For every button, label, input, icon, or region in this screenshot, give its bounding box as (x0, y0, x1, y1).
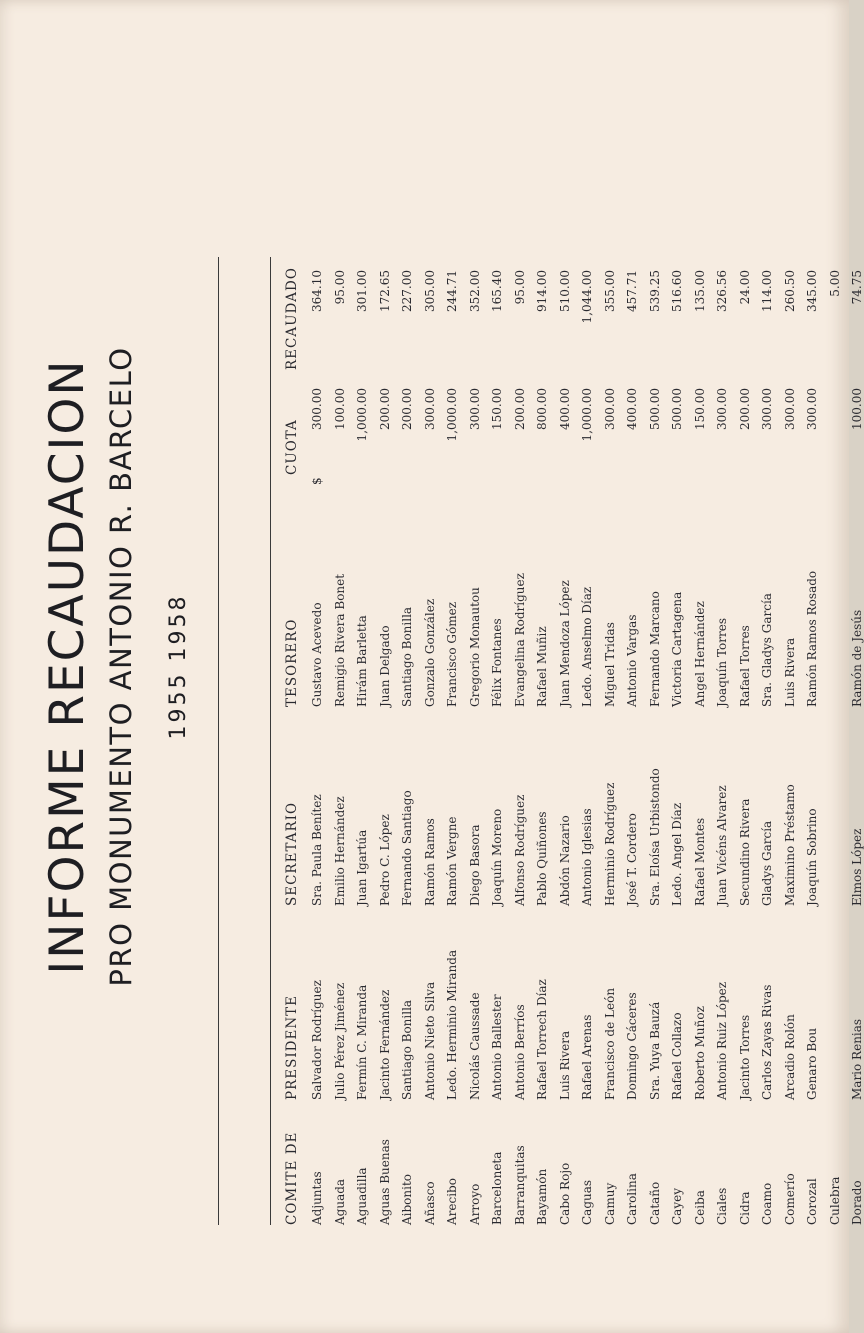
table-cell-recaudado: 510.00 (557, 270, 572, 312)
column-header-recaudado: RECAUDADO (284, 267, 300, 370)
table-cell-recaudado: 95.00 (512, 270, 527, 305)
table-cell-secretario: Rafael Montes (692, 817, 707, 906)
table-cell-secretario: Abdón Nazario (557, 815, 572, 906)
table-cell-recaudado: 345.00 (805, 270, 819, 312)
column-header-comite: COMITE DE (284, 1131, 300, 1225)
table-cell-recaudado: 352.00 (467, 270, 482, 312)
table-cell-recaudado: 305.00 (422, 270, 437, 312)
table-cell-recaudado: 5.00 (827, 270, 842, 297)
table-cell-recaudado: 516.60 (670, 270, 684, 312)
currency-symbol: $ (310, 477, 324, 485)
table-cell-comite: Cidra (737, 1191, 752, 1225)
table-cell-secretario: Pablo Quiñones (535, 811, 549, 906)
table-cell-tesorero: Gustavo Acevedo (310, 602, 324, 707)
table-cell-presidente: Antonio Nieto Silva (422, 981, 437, 1100)
table-cell-secretario: Emilio Hernández (332, 796, 347, 906)
table-cell-cuota: 1,000.00 (445, 388, 459, 442)
table-cell-recaudado: 227.00 (400, 270, 414, 312)
table-cell-cuota: 300.00 (422, 388, 437, 430)
table-cell-cuota: 300.00 (310, 388, 324, 430)
table-cell-cuota: 200.00 (400, 388, 414, 430)
table-cell-tesorero: Ramón Ramos Rosado (805, 570, 819, 707)
column-header-presidente: PRESIDENTE (284, 994, 300, 1100)
table-cell-recaudado: 260.50 (782, 270, 797, 312)
table-cell-presidente: Jacinto Torres (737, 1014, 752, 1100)
table-cell-comite: Corozal (805, 1178, 819, 1225)
table-cell-comite: Barranquitas (512, 1145, 527, 1225)
report-years: 1955 1958 (166, 593, 191, 740)
table-cell-presidente: Luis Rivera (557, 1030, 572, 1100)
table-cell-comite: Cabo Rojo (557, 1162, 572, 1225)
table-cell-tesorero: Victoria Cartagena (670, 591, 684, 707)
table-cell-tesorero: Miguel Tridas (602, 622, 617, 707)
table-cell-tesorero: Ledo. Anselmo Díaz (580, 586, 594, 707)
table-cell-tesorero: Félix Fontanes (490, 618, 504, 707)
table-cell-presidente: Nicolás Caussade (467, 992, 482, 1100)
table-cell-cuota: 300.00 (782, 388, 797, 430)
table-cell-tesorero: Rafael Torres (737, 625, 752, 707)
table-cell-recaudado: 301.00 (355, 270, 369, 312)
table-cell-cuota: 1,000.00 (580, 388, 594, 442)
table-cell-presidente: Antonio Ruiz López (715, 981, 729, 1100)
table-cell-secretario: Juan Igartúa (355, 829, 369, 906)
table-cell-recaudado: 364.10 (310, 270, 324, 312)
table-cell-recaudado: 355.00 (602, 270, 617, 312)
table-cell-comite: Adjuntas (310, 1171, 324, 1225)
table-cell-cuota: 500.00 (647, 388, 662, 430)
table-cell-secretario: Maximino Préstamo (782, 784, 797, 906)
table-cell-tesorero: Francisco Gómez (445, 601, 459, 707)
header-top-rule (218, 257, 219, 1225)
table-cell-secretario: Diego Basora (467, 824, 482, 906)
table-cell-secretario: Pedro C. López (377, 814, 392, 906)
table-cell-secretario: Antonio Iglesias (580, 808, 594, 906)
table-cell-presidente: Antonio Ballester (490, 994, 504, 1100)
table-cell-cuota: 200.00 (512, 388, 527, 430)
table-cell-tesorero: Hirám Barletta (355, 615, 369, 707)
table-cell-tesorero: Fernando Marcano (647, 591, 662, 707)
table-cell-presidente: Arcadio Rolón (782, 1014, 797, 1100)
table-cell-comite: Aguada (332, 1178, 347, 1225)
table-cell-presidente: Santiago Bonilla (400, 999, 414, 1100)
table-cell-presidente: Mario Renias (850, 1018, 864, 1100)
table-cell-secretario: José T. Cordero (625, 813, 639, 906)
table-cell-secretario: Secundino Rivera (737, 798, 752, 906)
table-cell-cuota: 100.00 (850, 388, 864, 430)
report-subtitle: PRO MONUMENTO ANTONIO R. BARCELO (104, 346, 138, 987)
table-cell-presidente: Domingo Cáceres (625, 992, 639, 1100)
table-cell-comite: Aguas Buenas (377, 1139, 392, 1225)
table-cell-tesorero: Sra. Gladys García (760, 593, 774, 707)
header-bottom-rule (270, 257, 271, 1225)
table-cell-comite: Arecibo (445, 1178, 459, 1225)
table-cell-recaudado: 539.25 (647, 270, 662, 312)
table-cell-comite: Bayamón (535, 1168, 549, 1225)
column-header-tesorero: TESORERO (284, 618, 300, 707)
table-cell-presidente: Ledo. Herminio Miranda (445, 949, 459, 1100)
table-cell-tesorero: Rafael Muñiz (535, 626, 549, 707)
table-cell-cuota: 300.00 (467, 388, 482, 430)
table-cell-tesorero: Angel Hernández (692, 601, 707, 707)
table-cell-secretario: Joaquín Moreno (490, 808, 504, 906)
table-cell-presidente: Fermín C. Miranda (355, 984, 369, 1100)
table-cell-cuota: 200.00 (737, 388, 752, 430)
table-cell-presidente: Antonio Berríos (512, 1004, 527, 1100)
table-cell-cuota: 300.00 (760, 388, 774, 430)
table-cell-secretario: Juan Vicéns Alvarez (715, 785, 729, 906)
table-cell-presidente: Julio Pérez Jiménez (332, 982, 347, 1100)
table-cell-comite: Dorado (850, 1180, 864, 1225)
table-cell-tesorero: Santiago Bonilla (400, 606, 414, 707)
table-cell-comite: Arroyo (467, 1183, 482, 1225)
table-cell-cuota: 500.00 (670, 388, 684, 430)
table-cell-cuota: 400.00 (557, 388, 572, 430)
table-cell-cuota: 300.00 (602, 388, 617, 430)
table-cell-comite: Aibonito (400, 1173, 414, 1225)
table-cell-comite: Añasco (422, 1181, 437, 1225)
table-cell-recaudado: 244.71 (445, 270, 459, 312)
column-header-cuota: CUOTA (284, 419, 300, 475)
table-cell-presidente: Carlos Zayas Rivas (760, 984, 774, 1100)
table-cell-tesorero: Gonzalo González (422, 598, 437, 707)
table-cell-recaudado: 914.00 (535, 270, 549, 312)
table-cell-presidente: Rafael Torrech Díaz (535, 979, 549, 1100)
table-cell-recaudado: 24.00 (737, 270, 752, 305)
table-cell-presidente: Rafael Arenas (580, 1014, 594, 1100)
table-cell-recaudado: 95.00 (332, 270, 347, 305)
table-cell-comite: Camuy (602, 1182, 617, 1225)
table-cell-comite: Culebra (827, 1176, 842, 1225)
table-cell-secretario: Ramón Vergne (445, 816, 459, 906)
table-cell-secretario: Fernando Santiago (400, 790, 414, 906)
table-cell-secretario: Elmos López (850, 828, 864, 906)
table-cell-presidente: Roberto Muñoz (692, 1006, 707, 1100)
table-cell-secretario: Sra. Eloísa Urbistondo (647, 768, 662, 906)
report-title: INFORME RECAUDACION (40, 358, 95, 975)
table-cell-cuota: 400.00 (625, 388, 639, 430)
table-cell-tesorero: Luis Rivera (782, 637, 797, 707)
table-cell-tesorero: Ramón de Jesús (850, 609, 864, 707)
table-cell-presidente: Salvador Rodríguez (310, 980, 324, 1100)
table-cell-secretario: Alfonso Rodríguez (512, 794, 527, 906)
table-cell-recaudado: 114.00 (760, 270, 774, 312)
table-cell-cuota: 800.00 (535, 388, 549, 430)
table-cell-comite: Ciales (715, 1187, 729, 1225)
table-cell-comite: Cataño (647, 1181, 662, 1225)
table-cell-secretario: Sra. Paula Benítez (310, 794, 324, 906)
table-cell-presidente: Francisco de León (602, 987, 617, 1100)
table-cell-tesorero: Juan Mendoza López (557, 580, 572, 707)
column-header-secretario: SECRETARIO (284, 801, 300, 906)
table-cell-cuota: 1,000.00 (355, 388, 369, 442)
table-cell-secretario: Joaquín Sobrino (805, 808, 819, 906)
table-cell-tesorero: Evangelina Rodríguez (512, 573, 527, 707)
table-cell-cuota: 300.00 (805, 388, 819, 430)
table-cell-secretario: Herminio Rodríguez (602, 782, 617, 906)
table-cell-cuota: 150.00 (490, 388, 504, 430)
table-cell-tesorero: Remigio Rivera Bonet (332, 573, 347, 707)
table-cell-presidente: Genaro Bou (805, 1027, 819, 1100)
table-cell-tesorero: Antonio Vargas (625, 614, 639, 707)
table-cell-recaudado: 457.71 (625, 270, 639, 312)
table-cell-secretario: Ledo. Angel Díaz (670, 802, 684, 906)
table-cell-secretario: Ramón Ramos (422, 818, 437, 906)
table-cell-comite: Barceloneta (490, 1151, 504, 1225)
table-cell-comite: Coamo (760, 1182, 774, 1225)
table-cell-tesorero: Juan Delgado (377, 625, 392, 707)
table-cell-cuota: 200.00 (377, 388, 392, 430)
table-cell-presidente: Jacinto Fernández (377, 989, 392, 1100)
table-cell-presidente: Sra. Yuya Bauzá (647, 1001, 662, 1100)
table-cell-comite: Caguas (580, 1179, 594, 1225)
table-cell-recaudado: 165.40 (490, 270, 504, 312)
table-cell-cuota: 300.00 (715, 388, 729, 430)
table-cell-comite: Cayey (670, 1188, 684, 1225)
table-cell-comite: Aguadilla (355, 1167, 369, 1225)
table-cell-recaudado: 172.65 (377, 270, 392, 312)
table-cell-cuota: 100.00 (332, 388, 347, 430)
table-cell-secretario: Gladys García (760, 820, 774, 906)
table-cell-cuota: 150.00 (692, 388, 707, 430)
table-cell-recaudado: 74.75 (850, 270, 864, 305)
table-cell-tesorero: Joaquín Torres (715, 617, 729, 707)
table-cell-comite: Carolina (625, 1173, 639, 1225)
table-cell-recaudado: 135.00 (692, 270, 707, 312)
table-cell-comite: Comerío (782, 1173, 797, 1225)
table-cell-recaudado: 1,044.00 (580, 270, 594, 324)
table-cell-presidente: Rafael Collazo (670, 1012, 684, 1100)
table-cell-tesorero: Gregorio Monautou (467, 587, 482, 707)
table-cell-recaudado: 326.56 (715, 270, 729, 312)
table-cell-comite: Ceiba (692, 1190, 707, 1225)
